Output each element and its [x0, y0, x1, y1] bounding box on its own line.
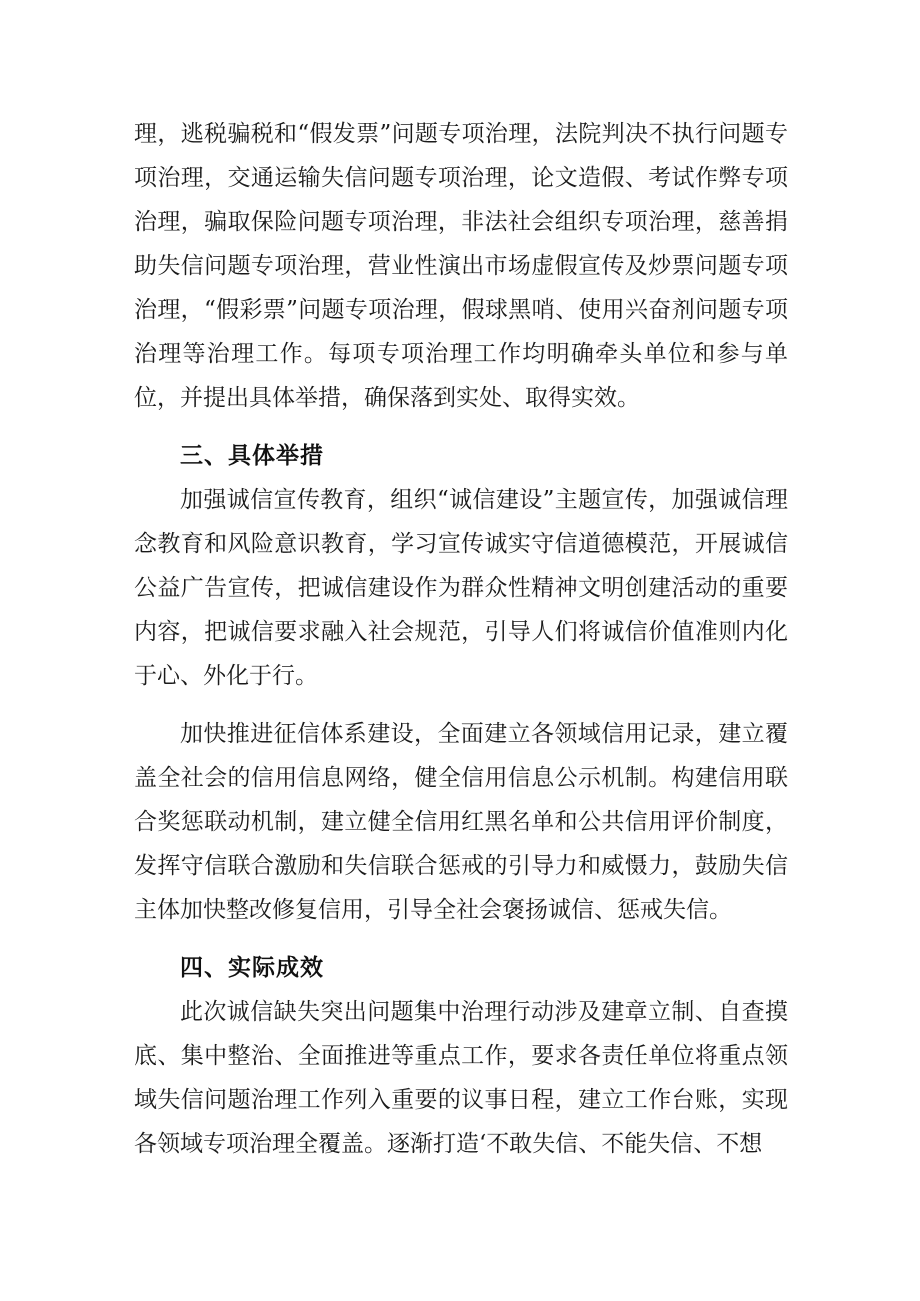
- paragraph-results: 此次诚信缺失突出问题集中治理行动涉及建章立制、自查摸底、集中整治、全面推进等重点工作，要求各责任单位将重点领域失信问题治理工作列入重要的议事日程，建立工作台账，实现各领域专项治理全覆盖。逐渐打造‘不敢失信、不能失信、不想: [134, 999, 788, 1157]
- section-heading-results: 四、实际成效: [180, 955, 324, 981]
- paragraph-continued: 理，逃税骗税和“假发票”问题专项治理，法院判决不执行问题专项治理，交通运输失信问题专项治理，论文造假、考试作弊专项治理，骗取保险问题专项治理，非法社会组织专项治理，慈善捐助失信问题专项治理，营业性演出市场虚假宣传及炒票问题专项治理，“假彩票”问题专项治理，假球黑哨、使用兴奋剂问题专项治理等治理工作。每项专项治理工作均明确牵头单位和参与单位，并提出具体举措，确保落到实处、取得实效。: [134, 121, 788, 411]
- paragraph-credit-system: 加快推进征信体系建设，全面建立各领域信用记录，建立覆盖全社会的信用信息网络，健全信用信息公示机制。构建信用联合奖惩联动机制，建立健全信用红黑名单和公共信用评价制度，发挥守信联合激励和失信联合惩戒的引导力和威慑力，鼓励失信主体加快整改修复信用，引导全社会褒扬诚信、惩戒失信。: [134, 721, 788, 923]
- document-body: [134, 112, 788, 1166]
- paragraph-publicity: 加强诚信宣传教育，组织“诚信建设”主题宣传，加强诚信理念教育和风险意识教育，学习宣传诚实守信道德模范，开展诚信公益广告宣传，把诚信建设作为群众性精神文明创建活动的重要内容，把诚信要求融入社会规范，引导人们将诚信价值准则内化于心、外化于行。: [134, 487, 788, 689]
- section-heading-measures: 三、具体举措: [180, 443, 324, 469]
